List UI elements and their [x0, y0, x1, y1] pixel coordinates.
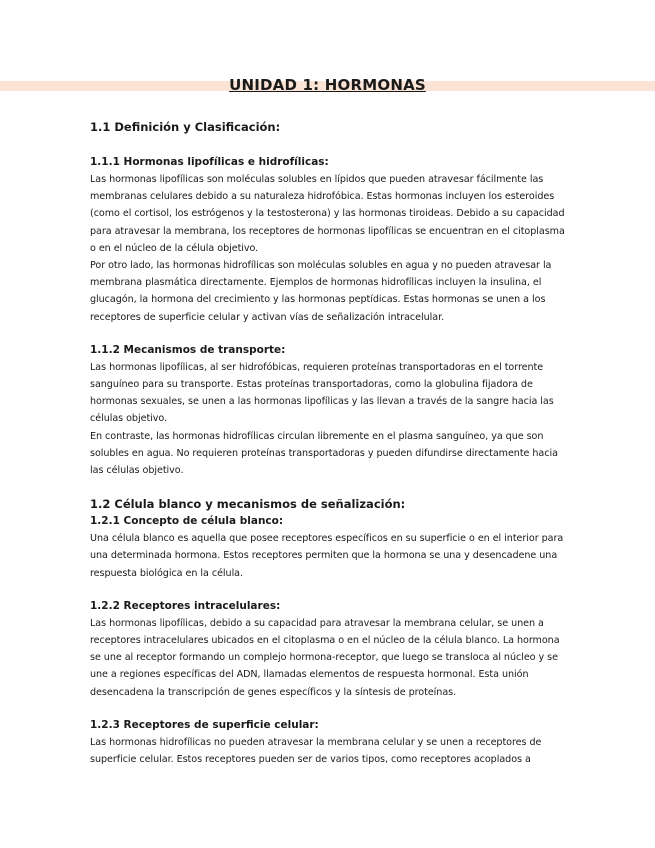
section-heading-1-2-3: 1.2.3 Receptores de superficie celular: — [90, 718, 319, 731]
section-heading-1-2-1: 1.2.1 Concepto de célula blanco: — [90, 515, 284, 528]
section-heading-1-2-2: 1.2.2 Receptores intracelulares: — [90, 599, 281, 612]
section-heading-1-2: 1.2 Célula blanco y mecanismos de señalización: — [90, 497, 406, 512]
document-body — [90, 118, 570, 768]
paragraph-hydrophilic-hormones: Por otro lado, las hormonas hidrofílicas son moléculas solubles en agua y no pueden atravesar la membrana plasmática directamente. Ejemplos de hormonas hidrofílicas incluyen la insulina, el glucagón, la hormona del crecimiento y las hormonas peptídicas. Estas hormonas se unen a los receptores de superficie celular y activan vías de señalización intracelular. — [90, 260, 552, 323]
paragraph-surface-receptors: Las hormonas hidrofílicas no pueden atravesar la membrana celular y se unen a receptores de superficie celular. Estos receptores pueden ser de varios tipos, como receptores acoplados a — [90, 736, 542, 766]
paragraph-intracellular-receptors: Las hormonas lipofílicas, debido a su capacidad para atravesar la membrana celular, se unen a receptores intracelulares ubicados en el citoplasma o en el núcleo de la célula blanco. La hormona se une al receptor formando un complejo hormona-receptor, que luego se transloca al núcleo y se une a regiones específicas del ADN, llamadas elementos de respuesta hormonal. Esta unión desencadena la transcripción de genes específicos y la síntesis de proteínas. — [90, 617, 560, 698]
paragraph-lipophilic-hormones: Las hormonas lipofílicas son moléculas solubles en lípidos que pueden atravesar fácilmente las membranas celulares debido a su naturaleza hidrofóbica. Estas hormonas incluyen los esteroides (como el cortisol, los estrógenos y la testosterona) y las hormonas tiroideas. Debido a su capacidad para atravesar la membrana, los receptores de hormonas lipofílicas se encuentran en el citoplasma o en el núcleo de la célula objetivo. — [90, 174, 565, 254]
paragraph-target-cell: Una célula blanco es aquella que posee receptores específicos en su superficie o en el interior para una determinada hormona. Estos receptores permiten que la hormona se una y desencadene una respuesta biológica en la célula. — [90, 533, 564, 579]
section-heading-1-1: 1.1 Definición y Clasificación: — [90, 120, 281, 134]
paragraph-lipophilic-transport: Las hormonas lipofílicas, al ser hidrofóbicas, requieren proteínas transportadoras en el torrente sanguíneo para su transporte. Estas proteínas transportadoras, como la globulina fijadora de hormonas sexuales, se unen a las hormonas lipofílicas y las llevan a través de la sangre hacia las células objetivo. — [90, 361, 554, 425]
page-title: UNIDAD 1: HORMONAS — [229, 76, 426, 94]
section-heading-1-1-1: 1.1.1 Hormonas lipofílicas e hidrofílicas: — [90, 156, 329, 168]
paragraph-hydrophilic-transport: En contraste, las hormonas hidrofílicas circulan libremente en el plasma sanguíneo, ya que son solubles en agua. No requieren proteínas transportadoras y pueden difundirse directamente hacia las células objetivo. — [90, 430, 558, 477]
section-heading-1-1-2: 1.1.2 Mecanismos de transporte: — [90, 343, 286, 356]
